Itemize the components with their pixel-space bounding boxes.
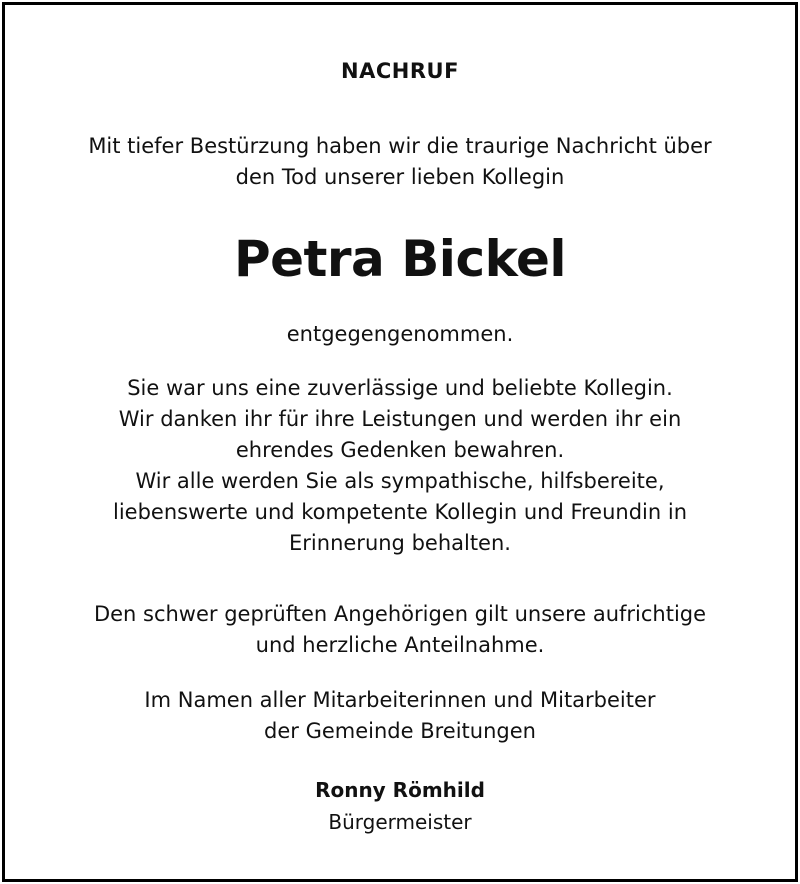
signer-role: Bürgermeister bbox=[328, 810, 472, 834]
intro-line: den Tod unserer lieben Kollegin bbox=[235, 165, 565, 189]
condolence-line: Den schwer geprüften Angehörigen gilt unsere aufrichtige bbox=[93, 602, 707, 626]
intro-line: Mit tiefer Bestürzung haben wir die traurige Nachricht über bbox=[88, 134, 712, 158]
tribute-line: Wir alle werden Sie als sympathische, hilfsbereite, bbox=[135, 469, 665, 493]
tribute-line: Sie war uns eine zuverlässige und beliebte Kollegin. bbox=[127, 376, 673, 400]
intro-paragraph bbox=[5, 131, 795, 193]
signature-paragraph bbox=[5, 685, 795, 747]
tribute-line: Erinnerung behalten. bbox=[289, 531, 511, 555]
tribute-line: ehrendes Gedenken bewahren. bbox=[235, 438, 565, 462]
received-paragraph bbox=[5, 319, 795, 350]
deceased-name: Petra Bickel bbox=[233, 230, 567, 288]
tribute-line: liebenswerte und kompetente Kollegin und Freundin in bbox=[112, 500, 688, 524]
signature-line: der Gemeinde Breitungen bbox=[264, 719, 536, 743]
tribute-line: Wir danken ihr für ihre Leistungen und werden ihr ein bbox=[118, 407, 682, 431]
signature-line: Im Namen aller Mitarbeiterinnen und Mitarbeiter bbox=[144, 688, 656, 712]
signer-name: Ronny Römhild bbox=[315, 778, 485, 802]
notice-title: NACHRUF bbox=[341, 59, 459, 83]
condolence-paragraph bbox=[5, 599, 795, 661]
tribute-paragraph bbox=[5, 373, 795, 559]
obituary-notice bbox=[2, 2, 798, 882]
received-line: entgegengenommen. bbox=[286, 322, 514, 346]
condolence-line: und herzliche Anteilnahme. bbox=[255, 633, 545, 657]
